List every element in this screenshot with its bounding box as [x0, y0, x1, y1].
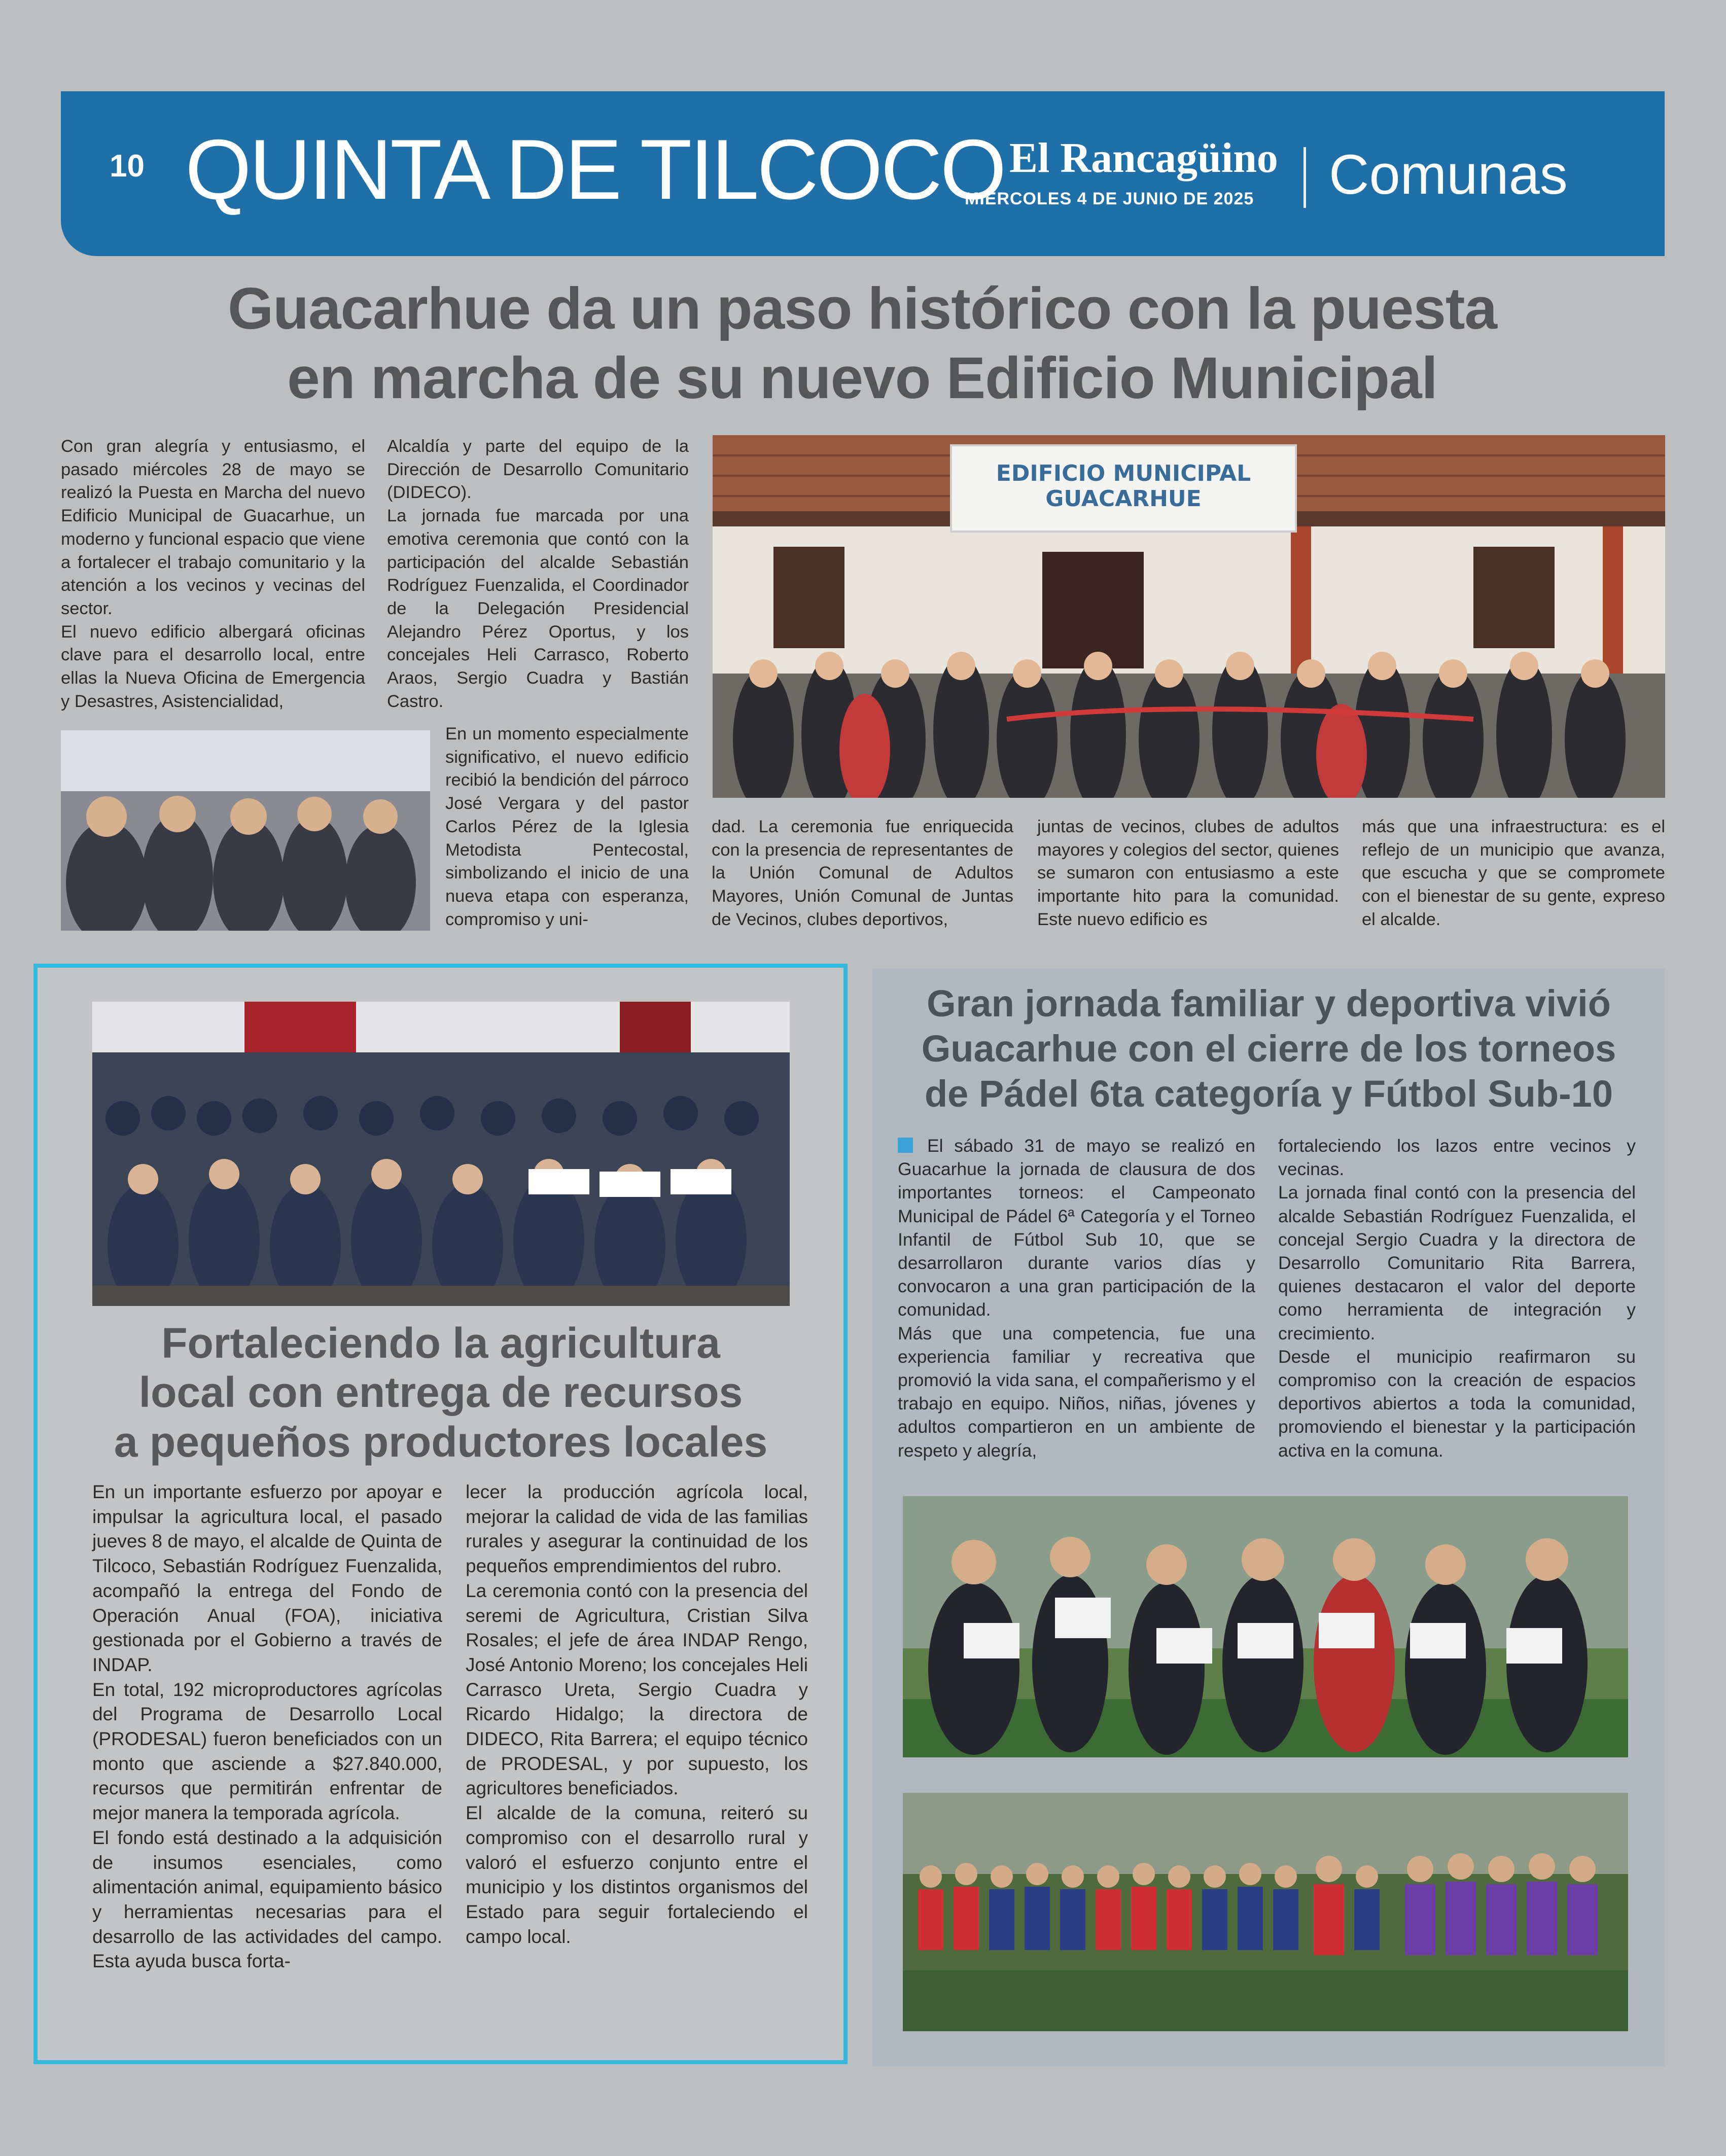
- paragraph: En un importante esfuerzo por apoyar e impulsar la agricultura local, el pasado jueves 8 de mayo, el alcalde de Quinta de Tilcoco, Sebastián Rodríguez Fuenzalida, acompañó la entrega del Fondo de Operación Anual (FOA), iniciativa gestionada por el Gobierno a través de INDAP.: [92, 1481, 442, 1675]
- newspaper-name: El Rancagüino: [1009, 134, 1278, 182]
- paragraph: En un momento especialmente significativo, el nuevo edificio recibió la bendición del párroco José Vergara y del pastor Carlos Pérez de la Iglesia Metodista Pentecostal, simbolizando el inicio de una nueva etapa con esperanza, compromiso y uni-: [445, 724, 689, 929]
- paragraph: Más que una competencia, fue una experiencia familiar y recreativa que promovió la vida sana, el compañerismo y el trabajo en equipo. Niños, niñas, jóvenes y adultos compartieron en un ambiente de respeto y alegría,: [898, 1323, 1255, 1461]
- section-title: QUINTA DE TILCOCO: [185, 122, 1005, 217]
- main-headline: [101, 274, 1623, 413]
- agriculture-headline-line: local con entrega de recursos: [138, 1368, 743, 1417]
- paragraph-text: El sábado 31 de mayo se realizó en Guacarhue la jornada de clausura de dos importantes torneos: el Campeonato Municipal de Pádel 6ª Categoría y el Torneo Infantil de Fútbol Sub 10, que se desarrollaron durante varios días y convocaron a una gran participación de la comunidad.: [898, 1136, 1255, 1320]
- sports-article-column-1: [898, 1134, 1255, 1462]
- agriculture-headline: [0, 1319, 882, 1467]
- article-bullet-icon: [898, 1138, 913, 1153]
- section-label: Comunas: [1329, 144, 1568, 206]
- photo-sign-text: GUACARHUE: [1045, 486, 1202, 512]
- sports-headline-line: de Pádel 6ta categoría y Fútbol Sub-10: [924, 1072, 1613, 1115]
- paragraph: La jornada fue marcada por una emotiva ceremonia que contó con la participación del alcalde Sebastián Rodríguez Fuenzalida, el Coordinador de la Delegación Presidencial Alejandro Pérez Oportus, y los concejales Heli Carrasco, Roberto Araos, Sergio Cuadra y Bastián Castro.: [387, 506, 689, 711]
- seated-audience-photo: [61, 730, 430, 931]
- paragraph: más que una infraestructura: es el reflejo de un municipio que avanza, que escucha y que se compromete con el bienestar de su gente, expreso el alcalde.: [1362, 817, 1665, 929]
- sports-headline-line: Gran jornada familiar y deportiva vivió: [927, 982, 1611, 1024]
- paragraph: El nuevo edificio albergará oficinas clave para el desarrollo local, entre ellas la Nueva Oficina de Emergencia y Desastres, Asistencialidad,: [61, 622, 365, 711]
- football-team-photo: [903, 1793, 1628, 2031]
- main-article-column-1: [61, 435, 365, 713]
- main-headline-line: Guacarhue da un paso histórico con la puesta: [227, 275, 1497, 341]
- main-article-column-2b: [445, 723, 689, 931]
- sports-headline-line: Guacarhue con el cierre de los torneos: [921, 1027, 1616, 1070]
- paragraph: El alcalde de la comuna, reiteró su compromiso con el desarrollo rural y valoró el esfuerzo conjunto entre el municipio y los distintos organismos del Estado para seguir fortaleciendo el campo local.: [466, 1802, 808, 1947]
- photo-sign-text: EDIFICIO MUNICIPAL: [996, 461, 1251, 486]
- paragraph: dad. La ceremonia fue enriquecida con la presencia de representantes de la Unión Comunal de Adultos Mayores, Unión Comunal de Juntas de Vecinos, clubes deportivos,: [712, 817, 1013, 929]
- building-inauguration-photo: [713, 435, 1665, 798]
- agriculture-headline-line: Fortaleciendo la agricultura: [161, 1319, 720, 1367]
- main-article-column-3: [712, 816, 1013, 932]
- paragraph: Con gran alegría y entusiasmo, el pasado miércoles 28 de mayo se realizó la Puesta en Marcha del nuevo Edificio Municipal de Guacarhue, un moderno y funcional espacio que viene a fortalecer el trabajo comunitario y la atención a los vecinos y vecinas del sector.: [61, 437, 365, 618]
- main-article-column-5: [1362, 816, 1665, 932]
- paragraph: lecer la producción agrícola local, mejorar la calidad de vida de las familias rurales y asegurar la continuidad de los pequeños emprendimientos del rubro.: [466, 1481, 808, 1577]
- paragraph: Desde el municipio reafirmaron su compromiso con la creación de espacios deportivos abiertos a toda la comunidad, promoviendo el bienestar y la participación activa en la comuna.: [1278, 1346, 1636, 1461]
- paragraph: juntas de vecinos, clubes de adultos mayores y colegios del sector, quienes se sumaron con entusiasmo a este importante hito para la comunidad. Este nuevo edificio es: [1037, 817, 1339, 929]
- main-article-column-4: [1037, 816, 1339, 932]
- agriculture-article-column-1: [92, 1480, 442, 1974]
- page-number: 10: [110, 149, 145, 184]
- padel-winners-photo: [903, 1496, 1628, 1757]
- issue-date: MIERCOLES 4 DE JUNIO DE 2025: [965, 189, 1254, 208]
- paragraph: En total, 192 microproductores agrícolas del Programa de Desarrollo Local (PRODESAL) fueron beneficiados con un monto que asciende a $27.840.000, recursos que permitirán enfrentar de mejor manera la temporada agrícola.: [92, 1679, 442, 1824]
- paragraph: El fondo está destinado a la adquisición de insumos esenciales, como alimentación animal, equipamiento básico y herramientas necesarias para el desarrollo de las actividades del campo. Esta ayuda busca forta-: [92, 1827, 442, 1972]
- main-article-column-2a: [387, 435, 689, 713]
- agriculture-article-column-2: [466, 1480, 808, 1949]
- page-header: [61, 91, 1665, 256]
- sports-headline: [872, 981, 1665, 1116]
- paragraph: La jornada final contó con la presencia del alcalde Sebastián Rodríguez Fuenzalida, el concejal Sergio Cuadra y la directora de Desarrollo Comunitario Rita Barrera, quienes destacaron el valor del deporte como herramienta de integración y crecimiento.: [1278, 1182, 1636, 1344]
- main-headline-line: en marcha de su nuevo Edificio Municipal: [287, 344, 1437, 411]
- agriculture-headline-line: a pequeños productores locales: [114, 1418, 768, 1466]
- paragraph: fortaleciendo los lazos entre vecinos y vecinas.: [1278, 1136, 1636, 1180]
- agriculture-audience-photo: [92, 1002, 790, 1306]
- header-divider: [1304, 147, 1306, 208]
- sports-article-column-2: [1278, 1134, 1636, 1462]
- paragraph: La ceremonia contó con la presencia del seremi de Agricultura, Cristian Silva Rosales; el jefe de área INDAP Rengo, José Antonio Moreno; los concejales Heli Carrasco Ureta, Sergio Cuadra y Ricardo Hidalgo; la directora de DIDECO, Rita Barrera; el equipo técnico de PRODESAL, y por supuesto, los agricultores beneficiados.: [466, 1580, 808, 1799]
- paragraph: Alcaldía y parte del equipo de la Dirección de Desarrollo Comunitario (DIDECO).: [387, 437, 689, 503]
- paragraph: [898, 1134, 1255, 1322]
